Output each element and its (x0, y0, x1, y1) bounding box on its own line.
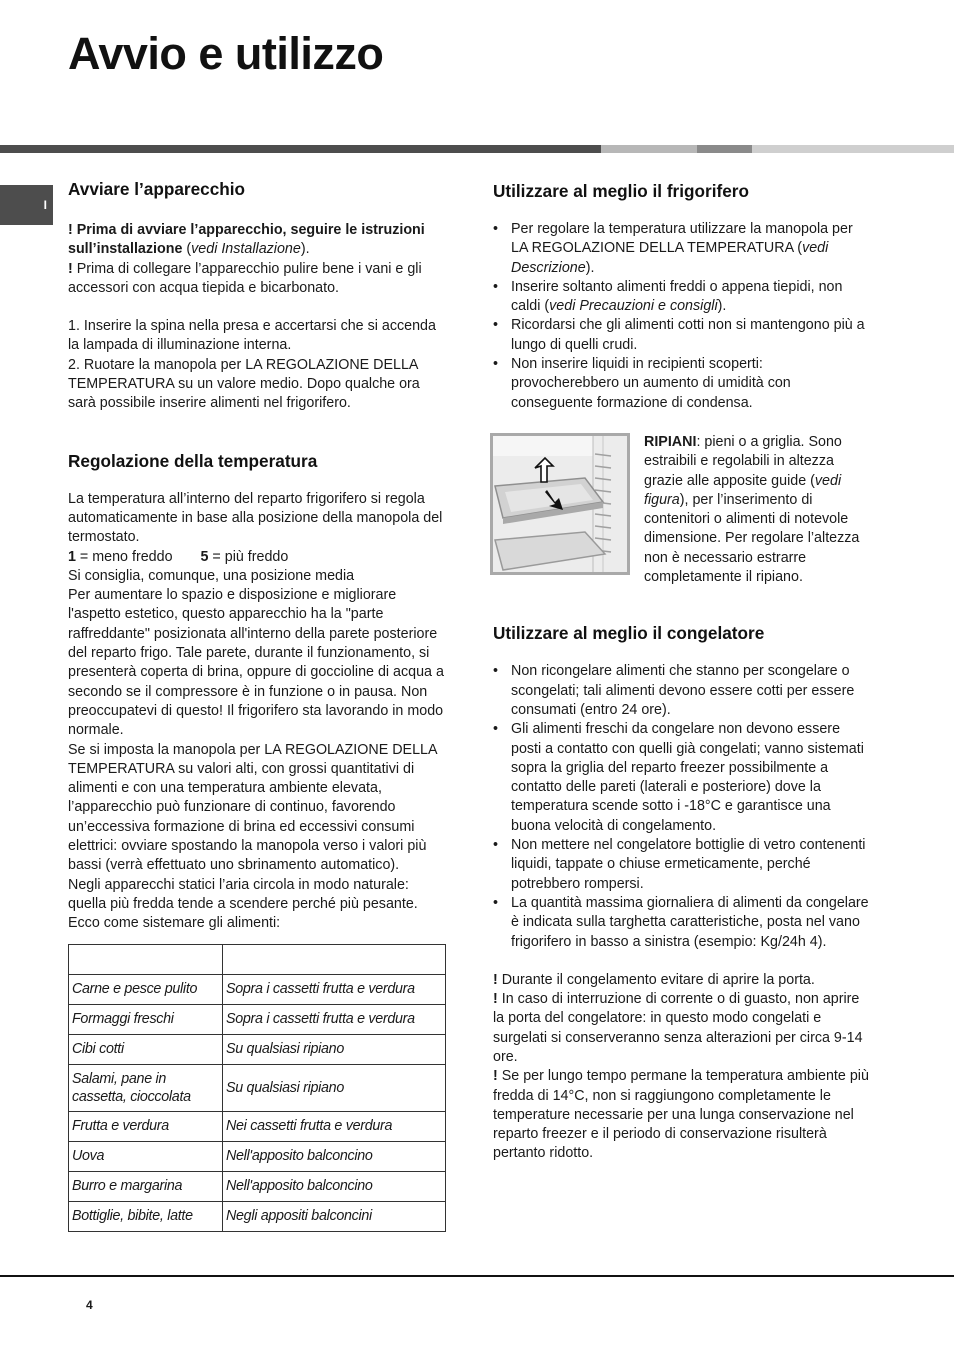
list-item: • Non ricongelare alimenti che stanno per scongelare o scongelati; tali alimenti devono essere cotti per essere consumati (entro 24 ore). (493, 662, 873, 720)
shelf-label: RIPIANI (644, 433, 697, 450)
scale-1-number: 1 (68, 548, 76, 565)
shelf-block (493, 433, 873, 587)
page-number: 4 (86, 1298, 93, 1312)
shelf-illustration (490, 433, 630, 575)
table-cell-placement: Negli appositi balconcini (223, 1201, 446, 1231)
ref-installazione: vedi Installazione (191, 241, 301, 258)
section-heading-frigorifero: Utilizzare al meglio il frigorifero (493, 181, 749, 201)
footer-rule (0, 1275, 954, 1277)
table-cell-placement: Nell'apposito balconcino (223, 1141, 446, 1171)
section-heading-regolazione: Regolazione della temperatura (68, 450, 318, 471)
table-row (69, 1064, 446, 1111)
paragraph-regolazione: La temperatura all’interno del reparto frigorifero si regola automaticamente in base alla posizione della manopola del termostato. (68, 490, 443, 546)
table-cell-food: Salami, pane in cassetta, cioccolata (69, 1064, 223, 1111)
table-cell-placement: Nell'apposito balconcino (223, 1171, 446, 1201)
ref-descrizione: vedi Descrizione (511, 240, 829, 276)
frigorifero-tips-list (493, 220, 873, 413)
step-2: 2. Ruotare la manopola per LA REGOLAZIONE DELLA TEMPERATURA su un valore medio. Dopo qualche ora sarà possibile inserire alimenti nel frigorifero. (68, 356, 420, 412)
table-header-row (69, 944, 446, 974)
paragraph-apparecchi-statici: Negli apparecchi statici l’aria circola in modo naturale: quella più fredda tende a scendere perché più pesante. Ecco come sistemare gli alimenti: (68, 876, 418, 932)
table-cell-food: Cibi cotti (69, 1034, 223, 1064)
table-row (69, 1141, 446, 1171)
scale-5-text: = più freddo (208, 548, 289, 565)
list-item: • Non inserire liquidi in recipienti scoperti: provocherebbero un aumento di umidità con conseguente formazione di condensa. (493, 355, 873, 413)
list-item: • Per regolare la temperatura utilizzare la manopola per LA REGOLAZIONE DELLA TEMPERATURA (vedi Descrizione). (493, 220, 873, 278)
table-cell-food: Burro e margarina (69, 1171, 223, 1201)
list-item: • Gli alimenti freschi da congelare non devono essere posti a contatto con quelli già congelati; vanno sistemati sopra la griglia del reparto freezer possibilmente a contatto delle pareti (laterali e posteriore) dove la temperatura scende sotto i -18°C e garantisce una buona velocità di congelamento. (493, 720, 873, 836)
table-cell-food: Frutta e verdura (69, 1111, 223, 1141)
table-row (69, 1111, 446, 1141)
section-heading-congelatore: Utilizzare al meglio il congelatore (493, 623, 765, 644)
paragraph-posizione-media: Si consiglia, comunque, una posizione media (68, 567, 355, 584)
shelf-text: RIPIANI: pieni o a griglia. Sono estraibili e regolabili in altezza grazie alle apposite guide (vedi figura), per l’inserimento di contenitori o alimenti di notevole dimensione. Per regolare l’altezza non è necessario estrarre completamente il ripiano. (644, 433, 860, 586)
paragraph-parte-raffreddante: Per aumentare lo spazio e disposizione e migliorare l'aspetto estetico, questo apparecchio ha la "parte raffreddante" posizionata all'interno della parete posteriore del reparto frigo. Tale parete, durante il funzionamento, si presenterà coperta di brina, oppure di goccioline di acqua a secondo se il compressore è in funzione o in pausa. Non preoccupatevi di questo! Il frigorifero sta lavorando in modo normale. (68, 587, 444, 739)
scale-1-text: = meno freddo (75, 548, 173, 565)
ref-figura: vedi figura (644, 472, 842, 508)
header-rule-light-end (752, 145, 954, 153)
warning-installazione: ! Prima di avviare l’apparecchio, seguire le istruzioni sull’installazione (vedi Installazione). (68, 222, 425, 258)
warning-pulizia: ! Prima di collegare l’apparecchio pulire bene i vani e gli accessori con acqua tiepida e bicarbonato. (68, 260, 422, 296)
table-cell-food: Bottiglie, bibite, latte (69, 1201, 223, 1231)
page-title: Avvio e utilizzo (68, 28, 384, 79)
table-cell-food: Formaggi freschi (69, 1004, 223, 1034)
table-cell-food: Uova (69, 1141, 223, 1171)
table-cell-placement: Su qualsiasi ripiano (223, 1064, 446, 1111)
table-row (69, 1171, 446, 1201)
header-rule-light (601, 145, 697, 153)
shelf-drawing (493, 436, 627, 572)
table-row (69, 1004, 446, 1034)
congelatore-tips-list (493, 662, 873, 951)
step-1: 1. Inserire la spina nella presa e accertarsi che si accenda la lampada di illuminazione interna. (68, 318, 436, 354)
temperature-scale (68, 548, 448, 567)
left-column (68, 178, 448, 1232)
list-item: • La quantità massima giornaliera di alimenti da congelare è indicata sulla targhetta caratteristiche, posta nel vano frigorifero in basso a sinistra (esempio: Kg/24h 4). (493, 894, 873, 952)
table-cell-placement: Sopra i cassetti frutta e verdura (223, 1004, 446, 1034)
list-item: • Non mettere nel congelatore bottiglie di vetro contenenti liquidi, tappate o chiuse ermeticamente, perché potrebbero rompersi. (493, 836, 873, 894)
header-rule-dark (0, 145, 601, 153)
ref-precauzioni: vedi Precauzioni e consigli (549, 298, 718, 315)
scale-5-number: 5 (200, 548, 209, 565)
section-heading-avviare: Avviare l’apparecchio (68, 179, 246, 199)
table-row (69, 974, 446, 1004)
warning-installazione-text: Prima di avviare l’apparecchio, seguire le istruzioni sull’installazione (68, 222, 425, 258)
table-cell-placement: Nei cassetti frutta e verdura (223, 1111, 446, 1141)
list-item: • Ricordarsi che gli alimenti cotti non si mantengono più a lungo di quelli crudi. (493, 316, 873, 355)
list-item: • Inserire soltanto alimenti freddi o appena tiepidi, non caldi (vedi Precauzioni e consigli). (493, 278, 873, 317)
warning-porta: ! Durante il congelamento evitare di aprire la porta. (493, 971, 815, 988)
language-tab: I (0, 185, 53, 225)
table-row (69, 1201, 446, 1231)
right-column (493, 178, 873, 1164)
header-rule-mid (697, 145, 752, 153)
table-cell-placement: Su qualsiasi ripiano (223, 1034, 446, 1064)
warning-interruzione: ! In caso di interruzione di corrente o di guasto, non aprire la porta del congelatore: in questo modo congelati e surgelati si conserveranno senza alterazioni per circa 9-14 ore. (493, 991, 863, 1065)
table-cell-placement: Sopra i cassetti frutta e verdura (223, 974, 446, 1004)
table-cell-food: Carne e pesce pulito (69, 974, 223, 1004)
warning-temperatura-ambiente: ! Se per lungo tempo permane la temperatura ambiente più fredda di 14°C, non si raggiungono completamente le temperature necessarie per una lunga conservazione nel reparto freezer e il periodo di conservazione risulterà pertanto ridotto. (493, 1068, 869, 1162)
paragraph-valori-alti: Se si imposta la manopola per LA REGOLAZIONE DELLA TEMPERATURA su valori alti, con grossi quantitativi di alimenti e con una temperatura ambiente elevata, l’apparecchio può funzionare di continuo, favorendo un’eccessiva formazione di brina ed eccessivi consumi elettrici: ovviare spostando la manopola verso i valori più bassi (verrà effettuato uno sbrinamento automatico). (68, 741, 437, 874)
food-placement-table (68, 944, 446, 1232)
table-row (69, 1034, 446, 1064)
warning-pulizia-text: Prima di collegare l’apparecchio pulire bene i vani e gli accessori con acqua tiepida e bicarbonato. (68, 260, 422, 296)
